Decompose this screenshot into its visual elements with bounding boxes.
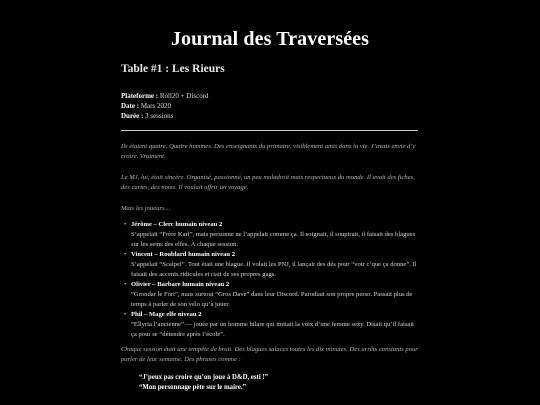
player-description: “Ellyria l’ancienne” — jouée par un homme hilare qui imitait la voix d’une femme sexy. Disait qu’il faisait ça pour se “détendre après l’école”.: [131, 321, 415, 338]
player-name: Phil – Mage elfe niveau 2: [131, 311, 202, 318]
meta-date: [121, 101, 418, 111]
player-name: Vincent – Roublard humain niveau 2: [131, 251, 235, 258]
meta-platform-label: Plateforme :: [121, 92, 159, 100]
bullet-icon: •: [124, 281, 127, 288]
session-paragraph: Chaque session était une tempête de bruit. Des blagues salaces toutes les dix minutes. Des arrêts constants pour parler de leur semaine. Des phrases comme :: [121, 346, 418, 363]
player-name: Jérôme – Clerc humain niveau 2: [131, 221, 223, 228]
bullet-icon: •: [124, 221, 127, 228]
list-item: [124, 250, 418, 280]
meta-date-label: Date :: [121, 102, 140, 110]
divider: [121, 130, 418, 131]
players-intro-paragraph: Mais les joueurs…: [121, 205, 171, 212]
list-item: [124, 280, 418, 310]
quote-item: “J’peux pas croire qu’on joue à D&D, esti !”: [139, 374, 269, 381]
meta-date-value: Mars 2020: [140, 102, 171, 110]
meta-platform-value: Roll20 + Discord: [159, 92, 209, 100]
player-name: Olivier – Barbare humain niveau 2: [131, 281, 230, 288]
meta-platform: [121, 91, 418, 101]
bullet-icon: •: [124, 251, 127, 258]
mj-paragraph: Le MJ, lui, était sincère. Organisé, passionné, un peu maladroit mais respectueux du monde. Il avait des fiches, des cartes, des noms. Il voulait offrir un voyage.: [121, 174, 415, 191]
list-item: [124, 220, 418, 250]
intro-paragraph: Ils étaient quatre. Quatre hommes. Des enseignants du primaire, visiblement amis dans la vie. J’avais envie d’y croire. Vraiment.: [121, 143, 416, 160]
bullet-icon: •: [124, 311, 127, 318]
meta-duration: [121, 111, 418, 121]
page-title: Journal des Traversées: [170, 28, 370, 50]
player-description: “Grondar le Fort”, mais surtout “Gros Dave” dans leur Discord. Parodiait son propre perso. Passait plus de temps à parler de son vélo qu’à jouer.: [131, 291, 413, 308]
quotes-list: [121, 373, 418, 393]
players-list: [121, 220, 418, 340]
player-description: S’appelait “Frère Karl”, mais personne ne l’appelait comme ça. Il soignait, il soupirait, il faisait des blagues sur les seins des elfes. À chaque session.: [131, 231, 416, 248]
quote-item: “Mon personnage pète sur le maire.”: [139, 384, 246, 391]
session-meta: [121, 91, 418, 121]
section-heading: Table #1 : Les Rieurs: [121, 63, 225, 75]
list-item: [124, 310, 418, 340]
meta-duration-value: 3 sessions: [145, 112, 174, 120]
player-description: S’appelait “Scalpel”. Tout était une blague. Il volait les PNJ, il lançait des dés pour “voir c’que ça donne”. Il faisait des accents ridicules et riait de ses propres gags.: [131, 261, 417, 278]
article-content: [121, 63, 418, 393]
meta-duration-label: Durée :: [121, 112, 144, 120]
